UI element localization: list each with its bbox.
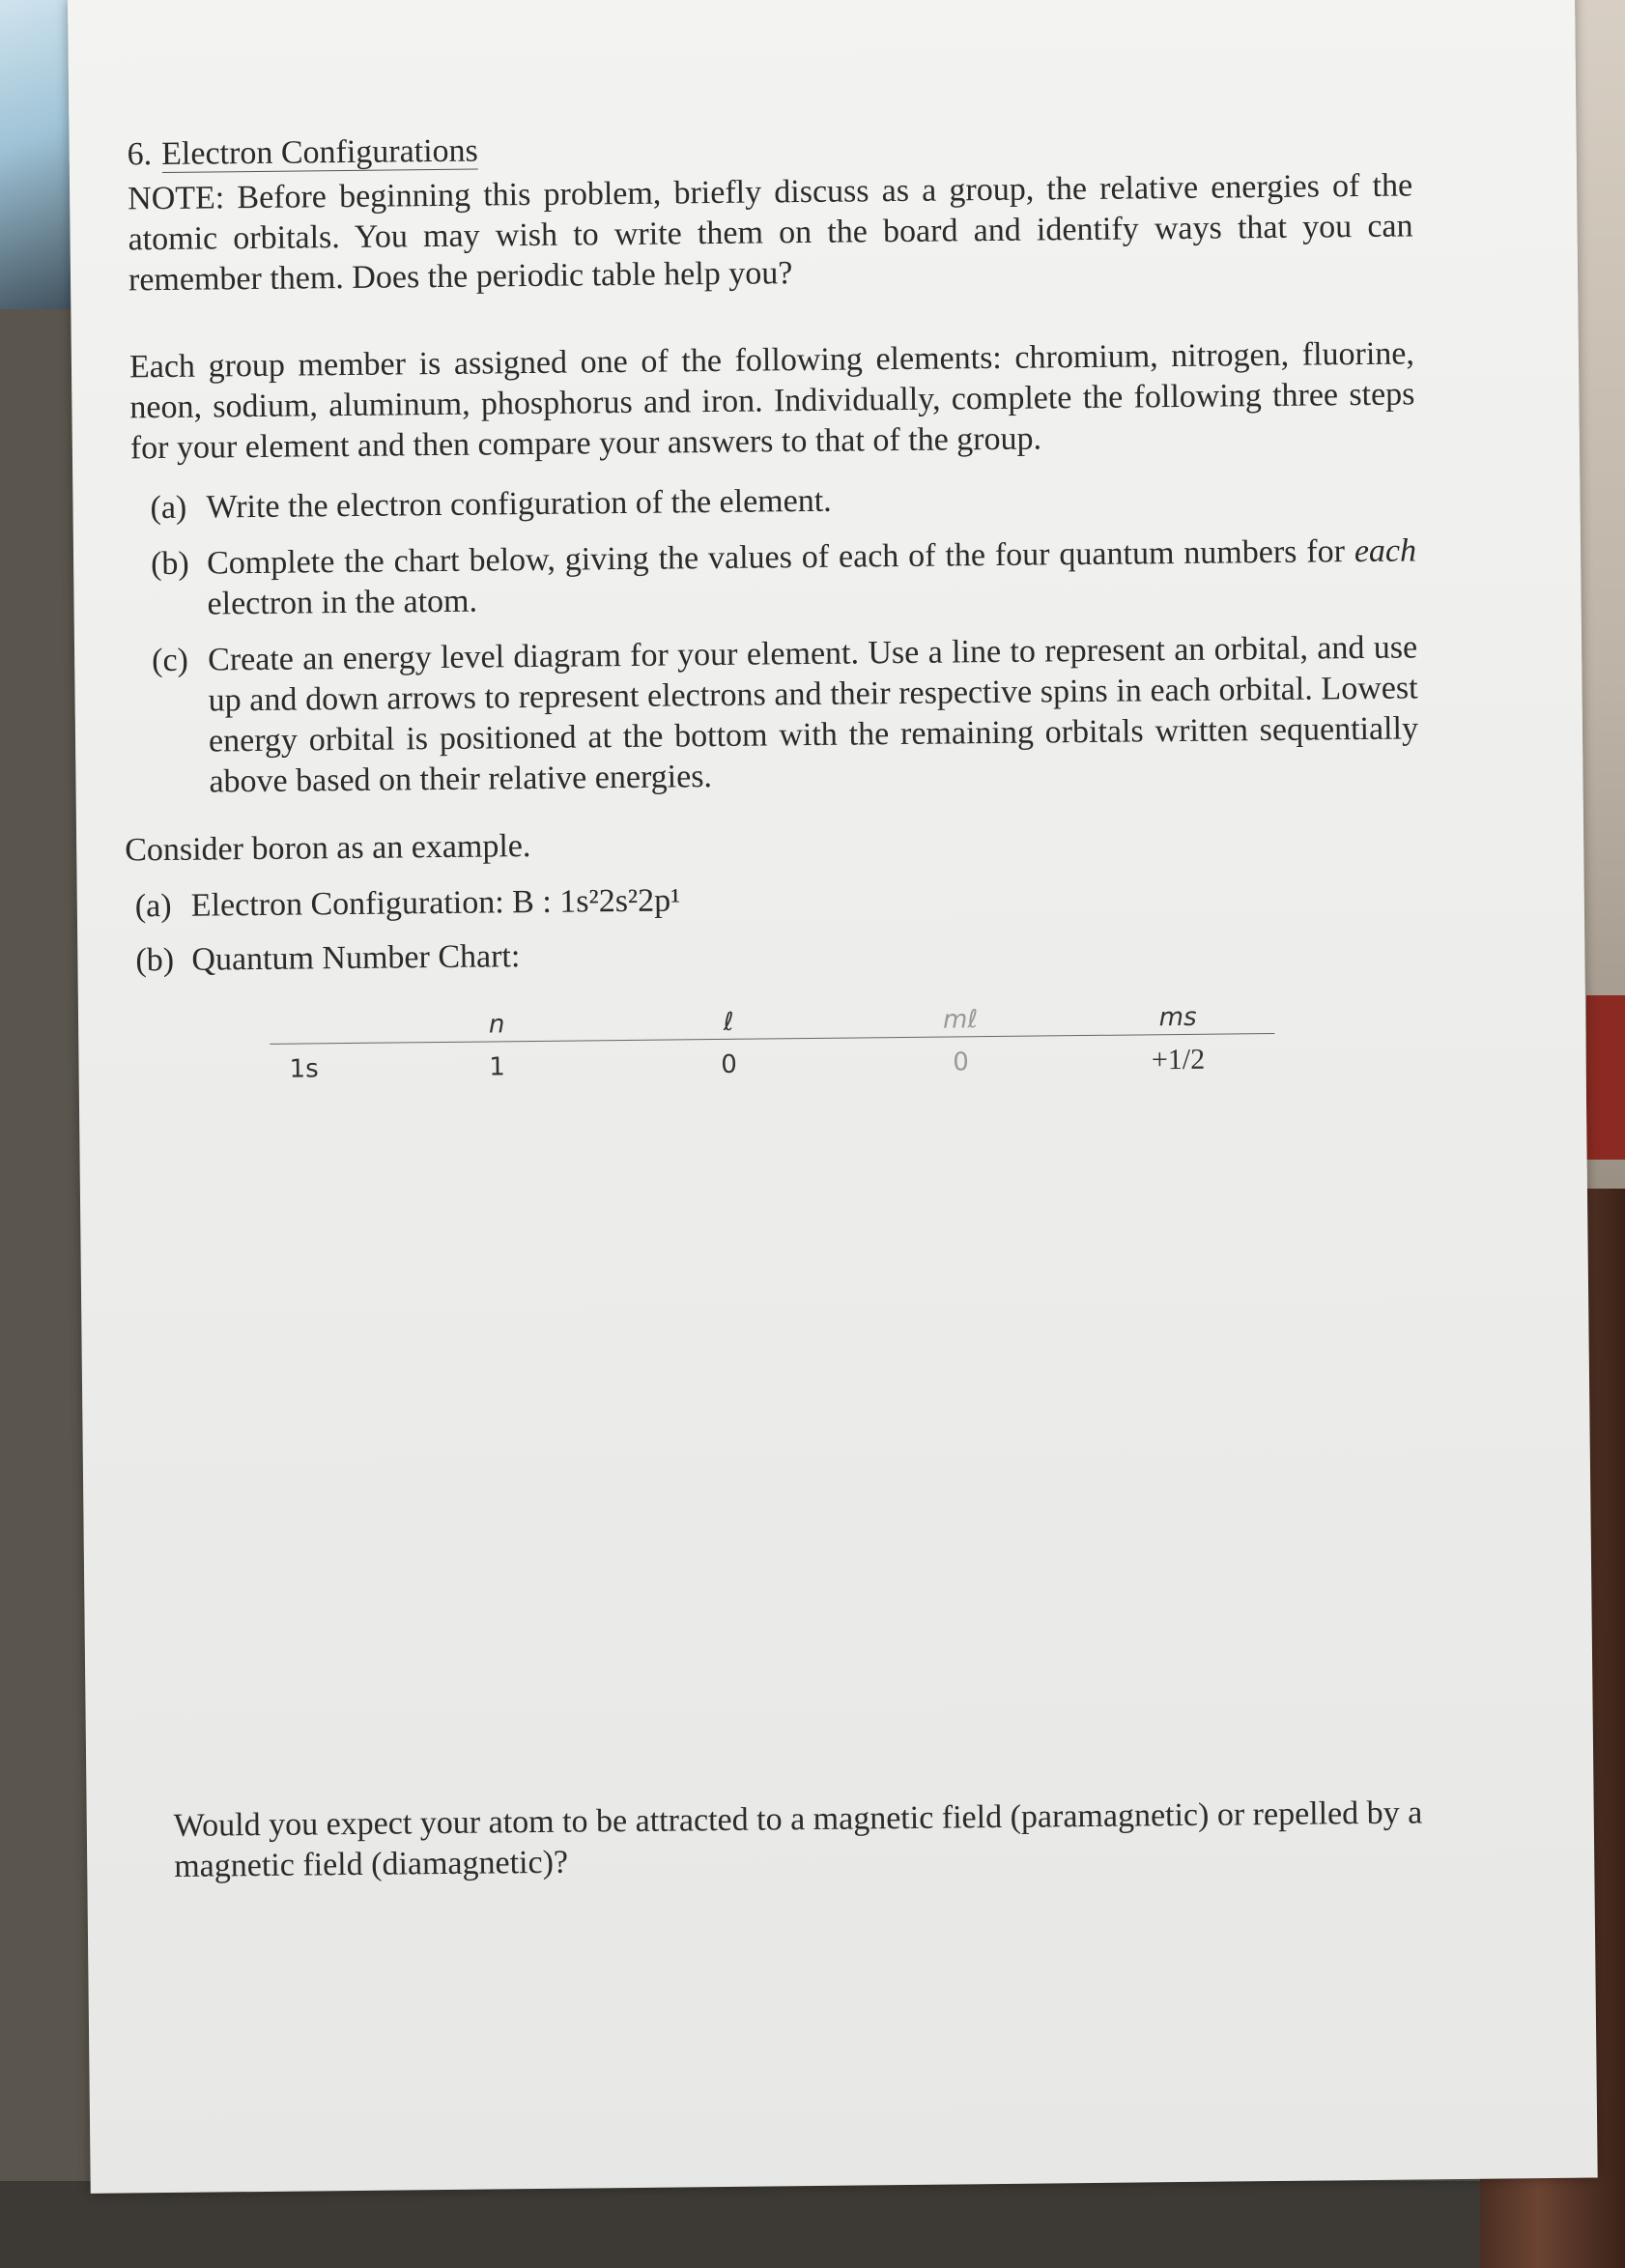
list-item [151, 531, 1417, 625]
chart-header-cell: ms [1158, 1002, 1197, 1033]
chart-cell: +1/2 [1151, 1043, 1206, 1077]
example-label: (a) [134, 887, 172, 925]
chart-cell: 0 [721, 1049, 737, 1079]
list-item [135, 927, 1420, 981]
chart-cell: 1 [489, 1052, 506, 1082]
step-text-part: electron in the atom. [207, 583, 478, 622]
chart-header-cell: mℓ [942, 1005, 979, 1035]
list-item [135, 873, 1420, 927]
step-label: (a) [150, 489, 187, 527]
background-object [1586, 995, 1625, 1160]
section-number: 6. [127, 136, 153, 173]
list-item [152, 627, 1419, 803]
example-intro: Consider boron as an example. [125, 828, 531, 869]
worksheet-page [68, 0, 1598, 2194]
step-label: (c) [151, 642, 189, 679]
steps-list [150, 474, 1418, 803]
assignment-paragraph: Each group member is assigned one of the following elements: chromium, nitrogen, fluorine, neon, sodium, aluminum, phosphorus and iron. Individually, complete the following three steps for your element and then compare your answers to that of the group. [128, 335, 1415, 467]
step-text [207, 531, 1417, 624]
step-label: (b) [150, 545, 189, 583]
worksheet-content [127, 121, 1421, 1095]
chart-cell: 0 [953, 1048, 969, 1077]
step-text: Write the electron configuration of the element. [206, 482, 832, 526]
quantum-number-chart [270, 996, 1275, 1094]
chart-header-cell [270, 1006, 376, 1042]
chart-cell: 1s [289, 1054, 319, 1084]
example-label: (b) [135, 941, 175, 979]
chart-header-cell: ℓ [723, 1007, 734, 1037]
background-table [0, 2181, 1625, 2268]
section-title: Electron Configurations [160, 132, 479, 172]
example-text: Quantum Number Chart: [191, 938, 521, 978]
step-text: Create an energy level diagram for your element. Use a line to represent an orbital, and use up and down arrows to represent electrons and their respective spins in each orbital. Lowest energy orbital is positioned at the bottom with the remaining orbitals written sequentially above based on their relative energies. [207, 629, 1419, 800]
table-row [270, 1039, 1274, 1088]
magnetism-question: Would you expect your atom to be attracted to a magnetic field (paramagnetic) or repelled by a magnetic field (diamagnetic)? [173, 1794, 1423, 1884]
example-text: Electron Configuration: B : 1s²2s²2p¹ [190, 882, 681, 924]
example-list [135, 873, 1421, 981]
list-item [150, 474, 1415, 529]
step-text-emphasis: each [1354, 532, 1417, 570]
note-paragraph: NOTE: Before beginning this problem, briefly discuss as a group, the relative energies of the atomic orbitals. You may wish to write them on the board and identify ways that you can remember them. Does the periodic table help you? [127, 167, 1413, 299]
step-text-part: Complete the chart below, giving the values of each of the four quantum numbers for [206, 533, 1355, 582]
chart-header-cell: n [488, 1010, 505, 1040]
